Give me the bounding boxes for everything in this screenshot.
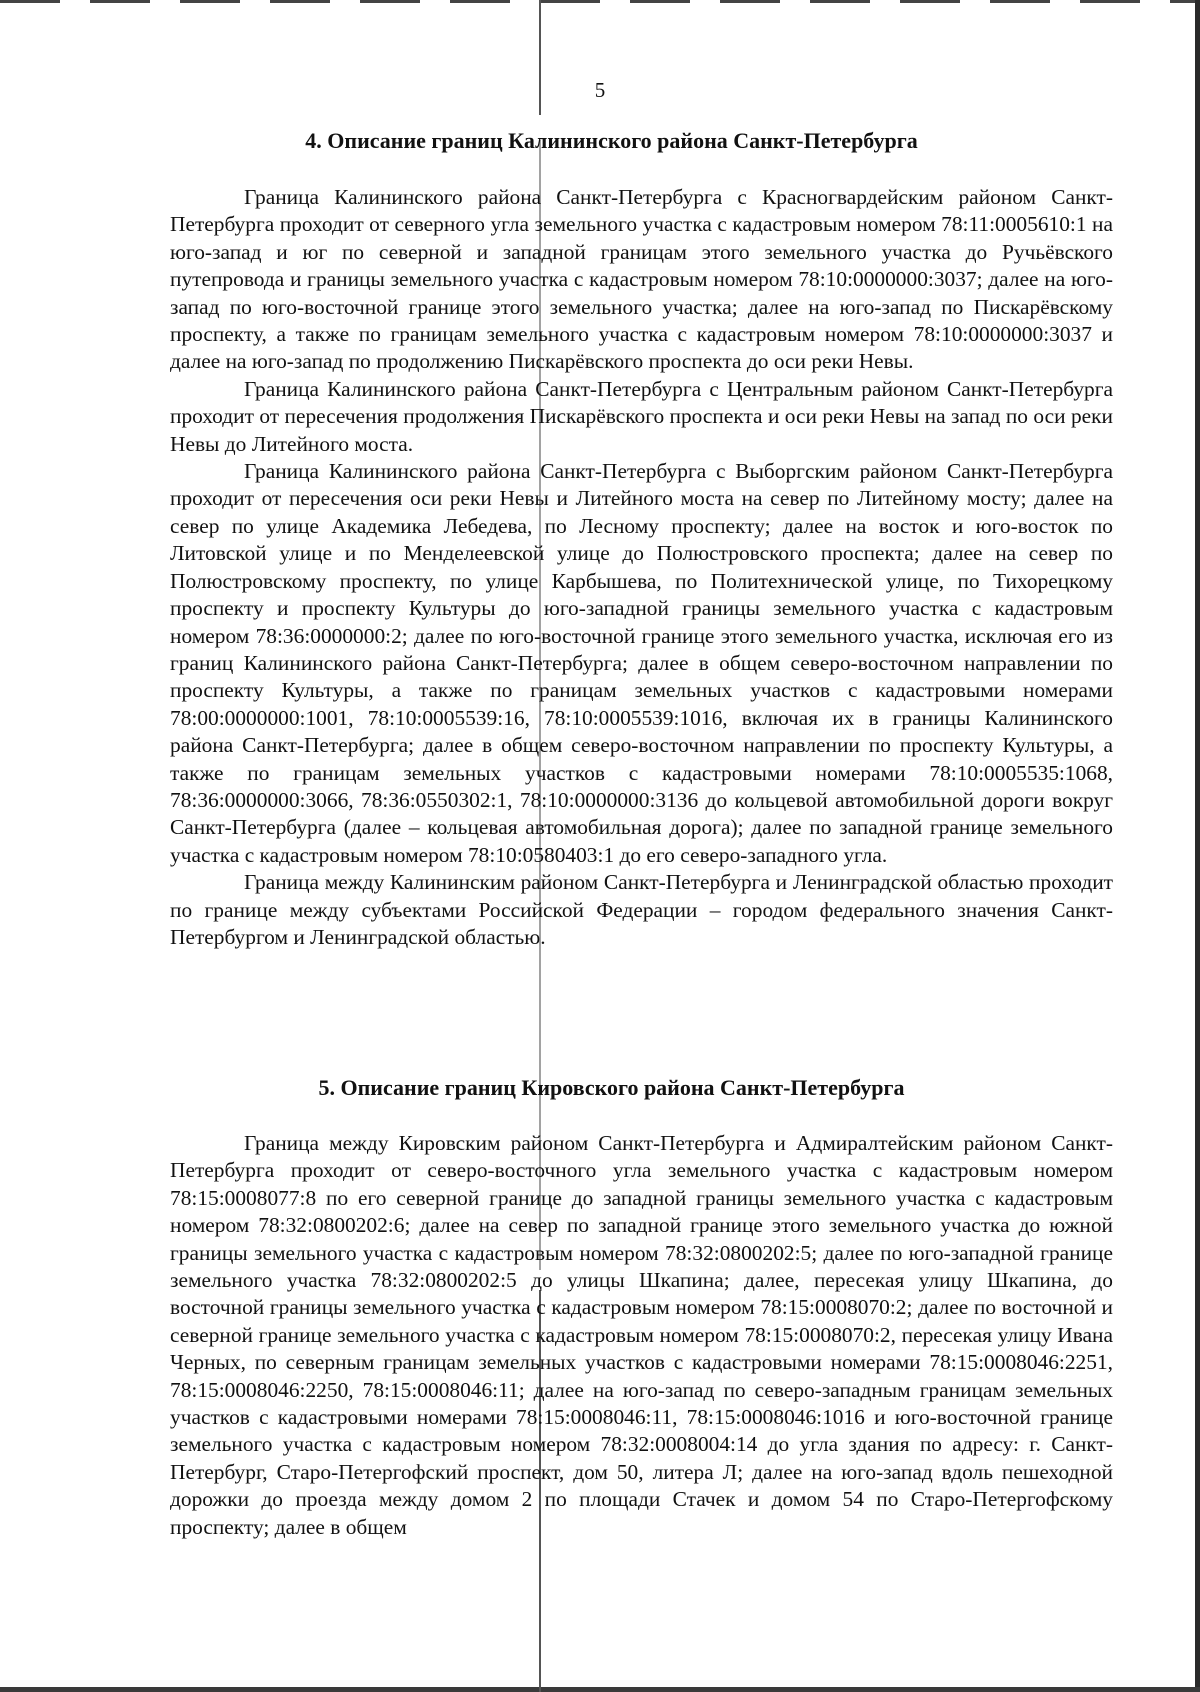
- paragraph: Граница между Калининским районом Санкт-Петербурга и Ленинградской областью проходит по границе между субъектами Российской Федерации – городом федерального значения Санкт-Петербургом и Ленинградской областью.: [170, 870, 1113, 949]
- paragraph: Граница Калининского района Санкт-Петербурга с Центральным районом Санкт-Петербурга проходит от пересечения продолжения Пискарёвского проспекта и оси реки Невы на запад по оси реки Невы до Литейного моста.: [170, 376, 1113, 456]
- scan-edge-top: [0, 0, 1200, 3]
- paragraph: Граница Калининского района Санкт-Петербурга с Выборгским районом Санкт-Петербурга проходит от пересечения оси реки Невы и Литейного моста на север по Литейному мосту; далее на север по улице Академика Лебедева, по Лесному проспекту; далее на восток и юго-восток по Литовской улице и по Менделеевской улице до Полюстровского проспекта; далее на север по Полюстровскому проспекту, по улице Карбышева, по Политехнической улице, по Тихорецкому проспекту и проспекту Культуры до юго-западной границы земельного участка с кадастровым номером 78:36:0000000:2; далее по юго-восточной границе этого земельного участка, исключая его из границ Калининского района Санкт-Петербурга; далее в общем северо-восточном направлении по проспекту Культуры, а также по границам земельных участков с кадастровыми номерами 78:00:0000000:1001, 78:10:0005539:16, 78:10:0005539:1016, включая их в границы Калининского района Санкт-Петербурга; далее в общем северо-восточном направлении по проспекту Культуры, а также по границам земельных участков с кадастровыми номерами 78:10:0005535:1068, 78:36:0000000:3066, 78:36:0550302:1, 78:10:0000000:3136 до кольцевой автомобильной дороги вокруг Санкт-Петербурга (далее – кольцевая автомобильная дорога); далее по западной границе земельного участка с кадастровым номером 78:10:0580403:1 до его северо-западного угла.: [170, 459, 1113, 867]
- scan-edge-right: [1195, 0, 1200, 1692]
- section-body-kirovsky: [170, 1130, 1113, 1541]
- paragraph: Граница между Кировским районом Санкт-Петербурга и Адмиралтейским районом Санкт-Петербурга проходит от северо-восточного угла земельного участка с кадастровым номером 78:15:0008077:8 по его северной границе до западной границы земельного участка с кадастровым номером 78:32:0800202:6; далее на север по западной границе этого земельного участка до южной границы земельного участка с кадастровым номером 78:32:0800202:5; далее по юго-западной границе земельного участка 78:32:0800202:5 до улицы Шкапина; далее, пересекая улицу Шкапина, до восточной границы земельного участка с кадастровым номером 78:15:0008070:2; далее по восточной и северной границе земельного участка с кадастровым номером 78:15:0008070:2, пересекая улицу Ивана Черных, по северным границам земельных участков с кадастровыми номерами 78:15:0008046:2251, 78:15:0008046:2250, 78:15:0008046:11; далее на юго-запад по северо-западным границам земельных участков с кадастровыми номерами 78:15:0008046:11, 78:15:0008046:1016 и юго-восточной границе земельного участка с кадастровым номером 78:32:0008004:14 до угла здания по адресу: г. Санкт-Петербург, Старо-Петергофский проспект, дом 50, литера Л; далее на юго-запад вдоль пешеходной дорожки до проезда между домом 2 по площади Стачек и домом 54 по Старо-Петергофскому проспекту; далее в общем: [170, 1131, 1113, 1539]
- section-title-kirovsky: 5. Описание границ Кировского района Санкт-Петербурга: [318, 1075, 905, 1100]
- scan-edge-bottom: [0, 1687, 1200, 1692]
- page-number: 5: [594, 78, 606, 102]
- section-body-kalininsky: [170, 184, 1113, 951]
- section-title-kalininsky: 4. Описание границ Калининского района Санкт-Петербурга: [305, 128, 918, 153]
- paragraph: Граница Калининского района Санкт-Петербурга с Красногвардейским районом Санкт-Петербурга проходит от северного угла земельного участка с кадастровым номером 78:11:0005610:1 на юго-запад и юг по северной и западной границам этого земельного участка до Ручьёвского путепровода и границы земельного участка с кадастровым номером 78:10:0000000:3037; далее на юго-запад по юго-восточной границе этого земельного участка; далее на юго-запад по Пискарёвскому проспекту, а также по границам земельного участка с кадастровым номером 78:10:0000000:3037 и далее на юго-запад по продолжению Пискарёвского проспекта до оси реки Невы.: [170, 185, 1113, 374]
